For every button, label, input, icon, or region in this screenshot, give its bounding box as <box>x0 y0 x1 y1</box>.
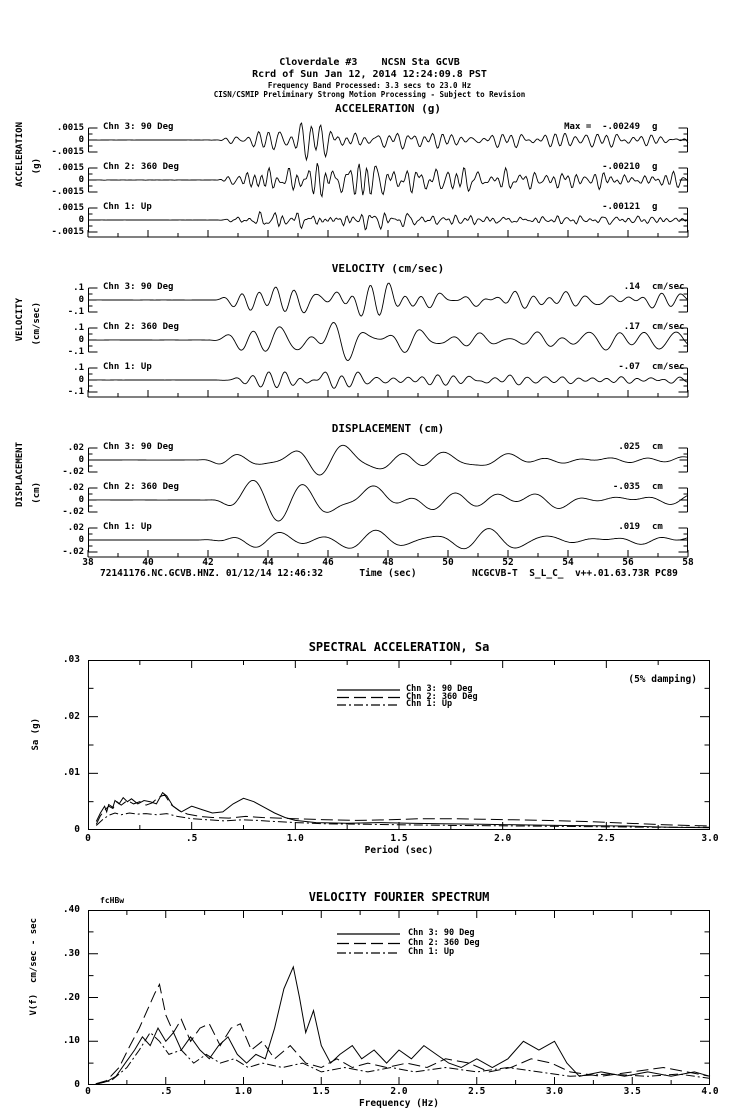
velocity-trace-3 <box>88 372 688 389</box>
x-tick-label: 0 <box>85 1086 91 1097</box>
y-tick-label: 0 <box>78 535 84 545</box>
y-tick-label: .10 <box>62 1035 80 1047</box>
peak-value-label: .025 <box>618 442 640 452</box>
y-tick-label: .0015 <box>56 203 84 213</box>
channel-label: Chn 3: 90 Deg <box>103 282 174 292</box>
y-tick-label: .40 <box>62 904 80 915</box>
time-tick-label: 40 <box>142 557 154 568</box>
peak-value-label: -.07 <box>618 362 640 372</box>
time-tick-label: 54 <box>562 557 574 568</box>
x-tick-label: 3.0 <box>701 833 719 844</box>
peak-unit-label: cm <box>652 522 663 532</box>
y-tick-label: -.02 <box>62 547 84 557</box>
x-tick-label: 2.5 <box>468 1086 486 1097</box>
y-tick-label: .0015 <box>56 163 84 173</box>
y-tick-label: .02 <box>67 523 84 533</box>
station-title: Cloverdale #3 NCSN Sta GCVB <box>279 57 460 68</box>
sa-host-series-2 <box>96 795 710 826</box>
fourier-corner-flags: fcHBw <box>100 896 125 905</box>
x-tick-label: .5 <box>160 1086 172 1097</box>
y-tick-label: 0 <box>78 135 84 145</box>
peak-unit-label: cm/sec <box>652 282 685 292</box>
x-tick-label: 1.5 <box>390 833 408 844</box>
peak-value-label: .17 <box>623 322 640 332</box>
x-tick-label: 2.0 <box>494 833 512 844</box>
y-tick-label: .03 <box>62 654 80 665</box>
y-tick-label: -.0015 <box>51 187 84 197</box>
processing-note: CISN/CSMIP Preliminary Strong Motion Processing - Subject to Revision <box>213 90 526 99</box>
y-tick-label: 0 <box>78 295 84 305</box>
x-tick-label: 0 <box>85 833 91 844</box>
velocity-title: VELOCITY (cm/sec) <box>331 262 445 275</box>
time-tick-label: 44 <box>262 557 274 568</box>
fourier-host-canvas <box>88 910 710 1085</box>
y-tick-label: 0 <box>78 335 84 345</box>
y-tick-label: -.02 <box>62 507 84 517</box>
peak-value-label: -.00210 <box>602 162 640 172</box>
fourier-x-axis-label: Frequency (Hz) <box>358 1098 440 1109</box>
y-tick-label: .1 <box>73 363 84 373</box>
time-tick-label: 42 <box>202 557 214 568</box>
channel-label: Chn 2: 360 Deg <box>103 482 179 492</box>
acceleration-side-unit: (g) <box>32 158 42 175</box>
channel-label: Chn 1: Up <box>103 202 152 212</box>
channel-label: Chn 3: 90 Deg <box>103 442 174 452</box>
x-tick-label: 2.5 <box>597 833 615 844</box>
time-tick-label: 52 <box>502 557 514 568</box>
y-tick-label: .01 <box>62 767 80 779</box>
y-tick-label: -.1 <box>67 387 84 397</box>
legend-entry: Chn 2: 360 Deg <box>406 691 478 702</box>
x-tick-label: .5 <box>185 833 198 844</box>
peak-unit-label: g <box>652 162 658 172</box>
time-tick-label: 38 <box>82 557 94 568</box>
frequency-band-note: Frequency Band Processed: 3.3 secs to 23.0 Hz <box>267 81 472 90</box>
y-tick-label: -.1 <box>67 347 84 357</box>
displacement-side-unit: (cm) <box>32 482 42 504</box>
x-tick-label: 3.5 <box>623 1086 641 1097</box>
time-tick-label: 46 <box>322 557 334 568</box>
record-datetime: Rcrd of Sun Jan 12, 2014 12:24:09.8 PST <box>252 69 487 80</box>
y-tick-label: 0 <box>78 175 84 185</box>
x-tick-label: 1.0 <box>286 833 304 844</box>
channel-label: Chn 3: 90 Deg <box>103 122 174 132</box>
time-axis-label: Time (sec) <box>359 568 417 579</box>
acceleration-trace-3 <box>88 212 688 230</box>
time-tick-label: 50 <box>442 557 454 568</box>
peak-unit-label: g <box>652 122 658 132</box>
displacement-title: DISPLACEMENT (cm) <box>331 422 445 435</box>
y-tick-label: 0 <box>74 1079 80 1090</box>
velocity-side-unit: (cm/sec) <box>32 302 42 346</box>
damping-note: (5% damping) <box>628 674 697 685</box>
sa-host-canvas <box>88 660 710 830</box>
fourier-host-series-2 <box>96 984 710 1083</box>
y-tick-label: .02 <box>62 710 80 722</box>
processing-version-footer: NCGCVB-T S_L_C_ v++.01.63.73R PC89 <box>472 568 678 579</box>
y-tick-label: .0015 <box>56 123 84 133</box>
acceleration-title: ACCELERATION (g) <box>335 102 441 115</box>
x-tick-label: 1.0 <box>234 1086 253 1097</box>
time-tick-label: 56 <box>622 557 634 568</box>
fourier-host-series-1 <box>96 967 710 1084</box>
sa-host-series-3 <box>96 813 710 827</box>
velocity-waveform-canvas <box>88 278 690 403</box>
time-tick-label: 58 <box>682 557 694 568</box>
fourier-title: VELOCITY FOURIER SPECTRUM <box>308 890 490 904</box>
time-tick-label: 48 <box>382 557 394 568</box>
legend-entry: Chn 3: 90 Deg <box>408 928 475 938</box>
peak-unit-label: cm <box>652 482 663 492</box>
x-tick-label: 4.0 <box>701 1086 719 1097</box>
y-tick-label: .1 <box>73 283 84 293</box>
channel-label: Chn 2: 360 Deg <box>103 162 179 172</box>
y-tick-label: -.0015 <box>51 227 84 237</box>
channel-label: Chn 2: 360 Deg <box>103 322 179 332</box>
legend-entry: Chn 1: Up <box>408 947 455 957</box>
peak-value-label: Max = -.00249 <box>564 122 640 132</box>
y-tick-label: 0 <box>78 375 84 385</box>
acceleration-side-label: ACCELERATION <box>15 122 25 188</box>
y-tick-label: -.02 <box>62 467 84 477</box>
peak-unit-label: cm <box>652 442 663 452</box>
x-tick-label: 2.0 <box>390 1086 408 1097</box>
legend-entry: Chn 1: Up <box>406 699 453 709</box>
y-tick-label: .02 <box>67 443 84 453</box>
legend-entry: Chn 2: 360 Deg <box>408 937 480 948</box>
legend-entry: Chn 3: 90 Deg <box>406 684 473 694</box>
displacement-waveform-canvas <box>88 438 690 563</box>
peak-value-label: -.035 <box>612 482 640 492</box>
sa-y-axis-label: Sa (g) <box>31 718 41 751</box>
y-tick-label: 0 <box>78 455 84 465</box>
y-tick-label: .30 <box>62 947 80 959</box>
y-tick-label: 0 <box>74 824 80 835</box>
y-tick-label: 0 <box>78 215 84 225</box>
channel-label: Chn 1: Up <box>103 522 152 532</box>
y-tick-label: 0 <box>78 495 84 505</box>
acceleration-waveform-canvas <box>88 118 690 243</box>
y-tick-label: .1 <box>73 323 84 333</box>
sa-title: SPECTRAL ACCELERATION, Sa <box>308 640 490 654</box>
y-tick-label: -.1 <box>67 307 84 317</box>
fourier-y-axis-label: V(f) cm/sec - sec <box>29 918 39 1016</box>
channel-label: Chn 1: Up <box>103 362 152 372</box>
peak-value-label: .14 <box>623 282 640 292</box>
y-tick-label: .02 <box>67 483 84 493</box>
velocity-side-label: VELOCITY <box>15 298 25 342</box>
peak-unit-label: cm/sec <box>652 322 685 332</box>
x-tick-label: 1.5 <box>312 1086 330 1097</box>
displacement-side-label: DISPLACEMENT <box>15 442 25 508</box>
record-id-footer: 72141176.NC.GCVB.HNZ. 01/12/14 12:46:32 <box>100 568 324 579</box>
peak-value-label: .019 <box>618 522 640 532</box>
x-tick-label: 3.0 <box>545 1086 564 1097</box>
y-tick-label: -.0015 <box>51 147 84 157</box>
peak-unit-label: g <box>652 202 658 212</box>
y-tick-label: .20 <box>62 991 80 1003</box>
peak-unit-label: cm/sec <box>652 362 685 372</box>
peak-value-label: -.00121 <box>602 202 640 212</box>
sa-x-axis-label: Period (sec) <box>364 845 434 856</box>
